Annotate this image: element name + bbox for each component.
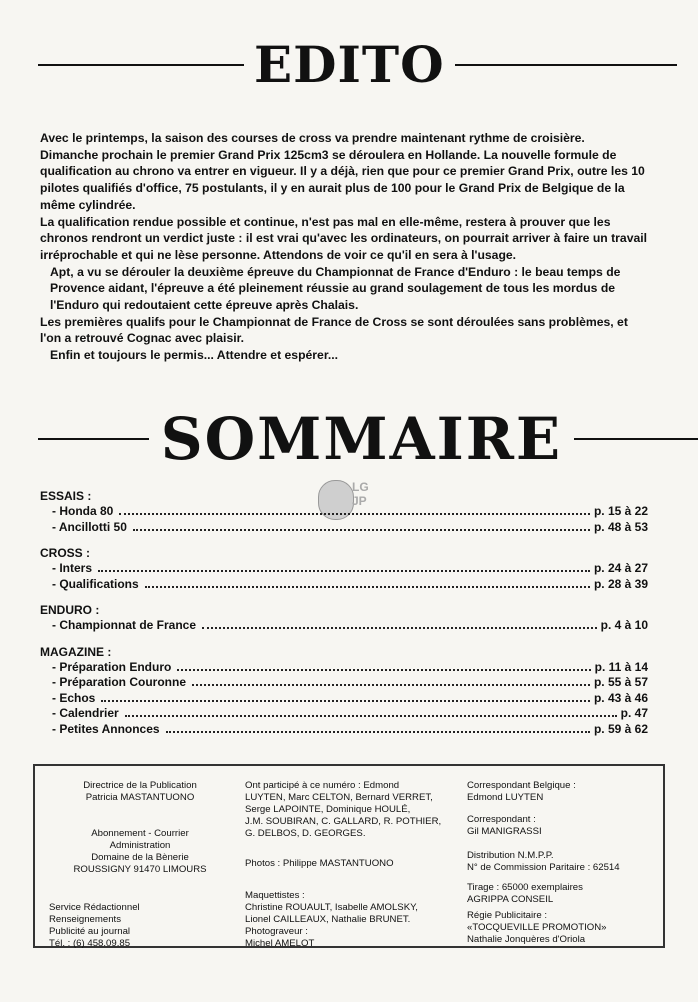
credits-line: Tél. : (6) 458.09.85 (49, 938, 131, 949)
toc-leader (98, 570, 590, 572)
edito-paragraph: Apt, a vu se dérouler la deuxième épreuve du Championnat de France d'Enduro : le beau temps de Provence aidant, l'épreuve a été pleinement réussie au grand soulagement de tous les mordus de l'Enduro qui redoutaient cette épreuve après Chalais. (50, 264, 621, 313)
toc-leader (145, 586, 590, 588)
credits-line: Publicité au journal (49, 926, 131, 937)
toc-leader (101, 700, 590, 702)
toc-item[interactable] (40, 691, 648, 707)
edito-paragraph: La qualification rendue possible et continue, n'est pas mal en elle-même, restera à prouver que les chronos rendront un verdict juste : il est vrai qu'avec les ordinateurs, on pourrait arriver à faire un travail irréprochable et qui ne lèse personne. Attendons de voir ce qu'il en sera à l'usage. (40, 214, 648, 262)
edito-paragraph: Les premières qualifs pour le Championnat de France de Cross se sont déroulées sans problèmes, et l'on a retrouvé Cognac avec plaisir. (40, 314, 628, 346)
edito-title: EDITO (254, 35, 445, 94)
toc-item-page: p. 59 à 62 (593, 721, 648, 736)
credits-line: Distribution N.M.P.P. (467, 850, 554, 861)
toc-item[interactable] (40, 520, 648, 536)
toc-item-label: - Ancillotti 50 (52, 519, 127, 534)
toc-leader (125, 715, 617, 717)
toc-leader (166, 731, 590, 733)
toc-item[interactable] (40, 618, 648, 634)
credits-belgique (467, 780, 576, 804)
credits-line: Régie Publicitaire : (467, 910, 547, 921)
credits-line: Maquettistes : (245, 890, 305, 901)
toc-item-label: - Echos (52, 690, 96, 705)
edito-header (0, 35, 698, 94)
toc-section-enduro: ENDURO : (40, 603, 100, 617)
toc-item[interactable] (40, 577, 648, 593)
stamp-line: LG (352, 480, 369, 494)
credits-line: AGRIPPA CONSEIL (467, 894, 554, 905)
credits-correspondant (467, 814, 542, 838)
toc-item-page: p. 15 à 22 (593, 504, 648, 518)
credits-line: LUYTEN, Marc CELTON, Bernard VERRET, (245, 792, 433, 803)
credits-participants (245, 780, 441, 840)
credits-line: Administration (109, 840, 171, 851)
toc-item-label: - Petites Annonces (52, 721, 160, 736)
credits-line: G. DELBOS, D. GEORGES. (245, 828, 366, 839)
credits-line: N° de Commission Paritaire : 62514 (467, 862, 620, 873)
credits-line: Nathalie Jonquères d'Oriola (467, 934, 586, 945)
credits-maquette (245, 890, 418, 950)
toc-item[interactable] (40, 660, 648, 676)
credits-line: Christine ROUAULT, Isabelle AMOLSKY, (245, 902, 418, 913)
toc-item-page: p. 48 à 53 (593, 519, 648, 534)
credits-line: Photograveur : (245, 926, 308, 937)
credits-line: Edmond LUYTEN (467, 792, 544, 803)
credits-direction (35, 780, 245, 804)
toc-item[interactable] (40, 504, 648, 520)
sommaire-header (0, 405, 698, 473)
toc-item-page: p. 11 à 14 (594, 659, 648, 674)
credits-line: Correspondant Belgique : (467, 780, 576, 791)
toc-leader (119, 513, 590, 515)
sommaire-rule-left (38, 438, 149, 440)
toc-item-page: p. 55 à 57 (593, 675, 648, 689)
toc-item-label: - Calendrier (52, 706, 119, 720)
credits-line: Service Rédactionnel (49, 902, 140, 913)
toc-item[interactable] (40, 722, 648, 738)
toc-section-cross: CROSS : (40, 546, 91, 560)
credits-tirage (467, 882, 583, 906)
credits-line: Serge LAPOINTE, Dominique HOULÉ, (245, 804, 411, 815)
toc-item-label: - Honda 80 (52, 504, 114, 518)
toc-item-label: - Préparation Couronne (52, 675, 187, 689)
toc-item[interactable] (40, 706, 648, 722)
sommaire-title: SOMMAIRE (160, 405, 563, 473)
credits-distribution (467, 850, 620, 874)
toc-item-label: - Championnat de France (52, 618, 197, 632)
toc-leader (192, 684, 590, 686)
credits-line: Ont participé à ce numéro : Edmond (245, 780, 400, 791)
toc-item-page: p. 43 à 46 (593, 690, 648, 705)
credits-line: Patricia MASTANTUONO (85, 792, 195, 803)
credits-line: Tirage : 65000 exemplaires (467, 882, 583, 893)
credits-line: ROUSSIGNY 91470 LIMOURS (73, 864, 207, 875)
toc-leader (177, 669, 590, 671)
edito-paragraph: Avec le printemps, la saison des courses de cross va prendre maintenant rythme de croisière. (40, 131, 585, 145)
credits-line: «TOCQUEVILLE PROMOTION» (467, 922, 607, 933)
credits-line: Michel AMELOT (245, 938, 315, 949)
credits-line: Renseignements (49, 914, 121, 925)
toc-item-page: p. 47 (620, 706, 648, 720)
credits-line: Photos : Philippe MASTANTUONO (245, 858, 394, 869)
edito-rule-right (455, 64, 677, 66)
toc-leader (202, 627, 597, 629)
credits-line: Correspondant : (467, 814, 536, 825)
edito-body (40, 130, 648, 364)
credits-abonnement (35, 828, 245, 876)
credits-line: Directrice de la Publication (83, 780, 197, 791)
credits-line: Domaine de la Bènerie (91, 852, 189, 863)
credits-regie (467, 910, 607, 946)
sommaire-rule-right (574, 438, 698, 440)
toc-item-page: p. 4 à 10 (600, 618, 648, 632)
toc-section-essais: ESSAIS : (40, 489, 92, 503)
toc-item-page: p. 28 à 39 (593, 576, 648, 591)
credits-photos (245, 858, 394, 870)
credits-service (49, 902, 140, 950)
toc-item[interactable] (40, 561, 648, 577)
toc-item[interactable] (40, 675, 648, 691)
toc-item-page: p. 24 à 27 (593, 561, 648, 575)
toc-item-label: - Qualifications (52, 576, 139, 591)
edito-paragraph: Dimanche prochain le premier Grand Prix 125cm3 se déroulera en Hollande. La nouvelle formule de qualification au chrono va entrer en vigueur. Il y a déjà, rien que pour ce premier Grand Prix, outre les 10 pilotes qualifiés d'office, 75 postulants, il y en aurait plus de 100 pour le Grand Prix de Belgique de la même cylindrée. (40, 147, 645, 212)
credits-line: Lionel CAILLEAUX, Nathalie BRUNET. (245, 914, 411, 925)
credits-box (33, 764, 665, 948)
stamp-line: JP (352, 494, 367, 508)
credits-line: J.M. SOUBIRAN, C. GALLARD, R. POTHIER, (245, 816, 442, 827)
edito-rule-left (38, 64, 244, 66)
credits-line: Gil MANIGRASSI (467, 826, 542, 837)
credits-line: Abonnement - Courrier (91, 828, 189, 839)
toc-leader (133, 529, 590, 531)
table-of-contents (40, 488, 648, 737)
toc-section-magazine: MAGAZINE : (40, 644, 112, 659)
toc-item-label: - Inters (52, 561, 93, 575)
edito-paragraph: Enfin et toujours le permis... Attendre et espérer... (50, 348, 339, 363)
toc-item-label: - Préparation Enduro (52, 659, 172, 674)
